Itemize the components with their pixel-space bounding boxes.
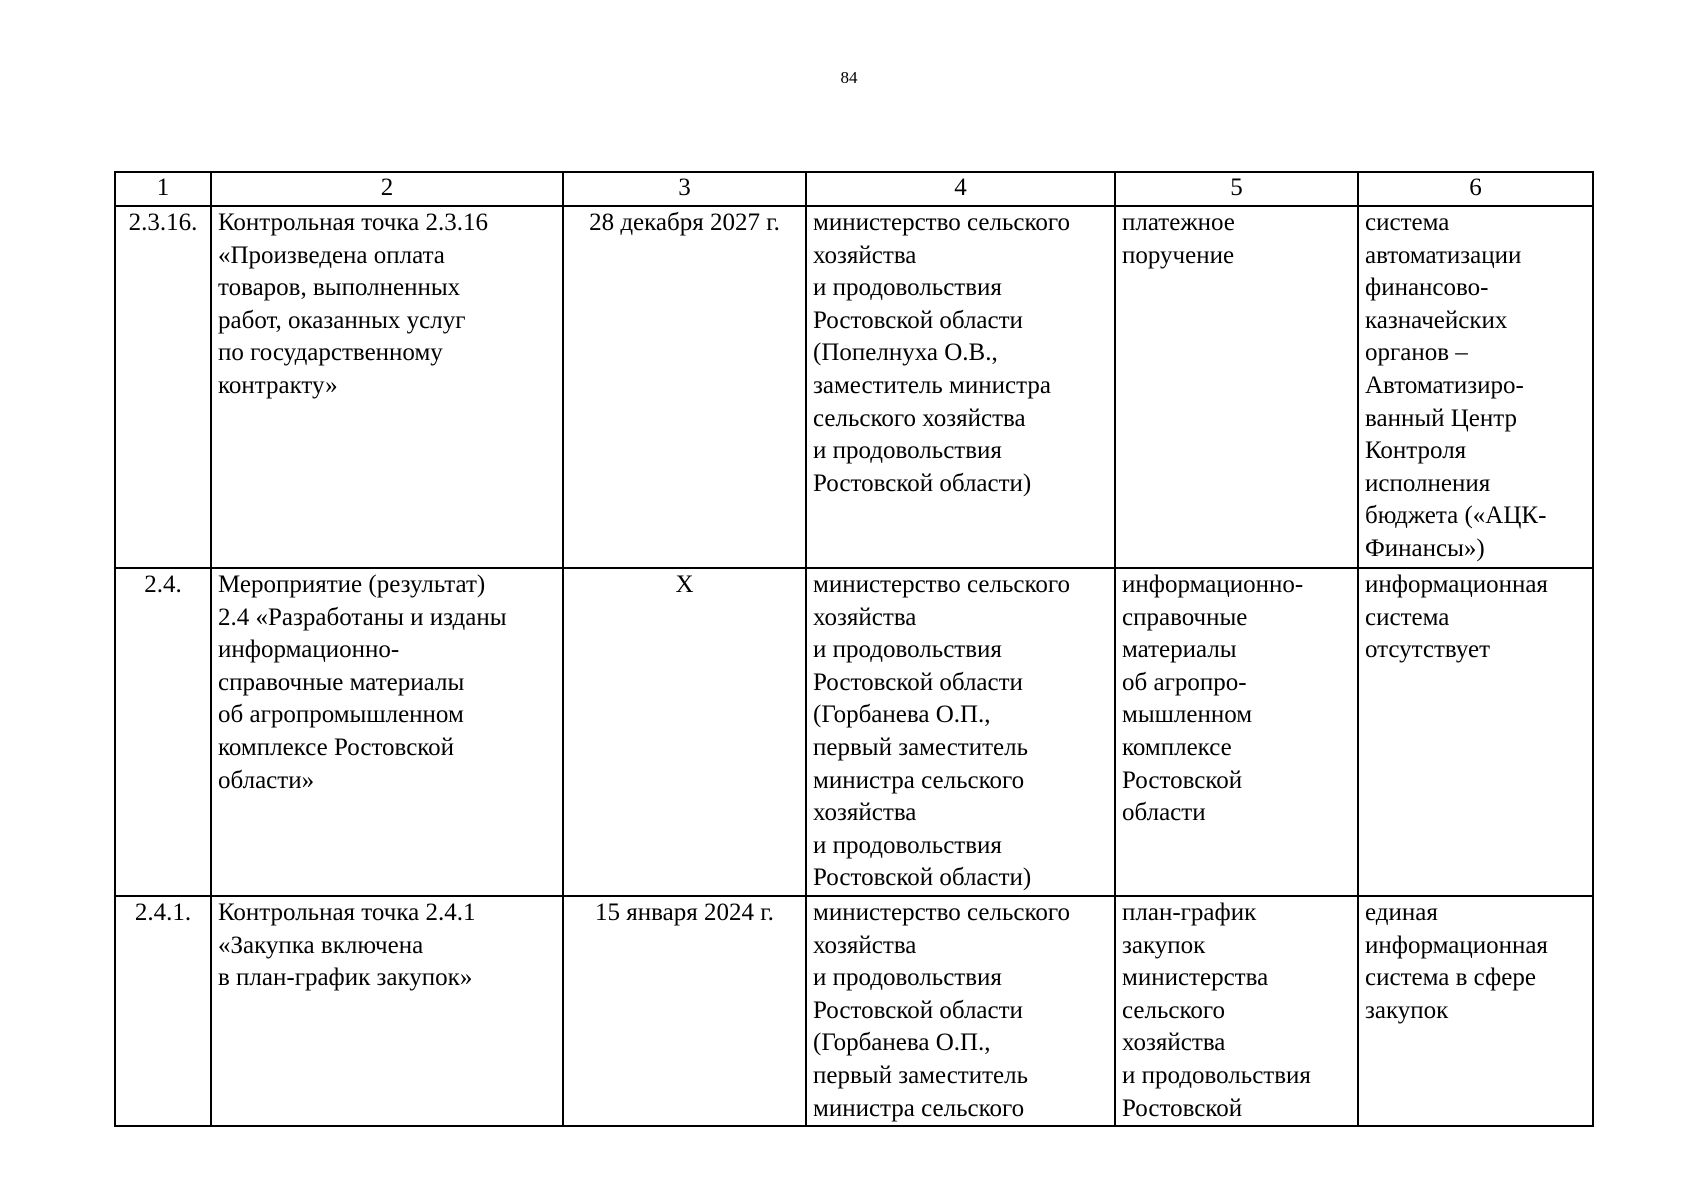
responsible-cell: министерство сельского хозяйства и продовольствия Ростовской области (Попелнуха О.В., заместитель министра сельского хозяйства и продовольствия Ростовской области) bbox=[806, 206, 1115, 568]
row-number-cell: 2.4.1. bbox=[115, 896, 211, 1126]
column-number-4: 4 bbox=[806, 172, 1115, 206]
information-system-cell: информационная система отсутствует bbox=[1358, 568, 1593, 896]
document-cell: план-график закупок министерства сельского хозяйства и продовольствия Ростовской bbox=[1115, 896, 1358, 1126]
table-row bbox=[115, 896, 1593, 1126]
information-system-cell: система автоматизации финансово- казначейских органов – Автоматизиро- ванный Центр Контроля исполнения бюджета («АЦК- Финансы») bbox=[1358, 206, 1593, 568]
table-row bbox=[115, 206, 1593, 568]
measure-name-cell: Контрольная точка 2.4.1 «Закупка включена в план-график закупок» bbox=[211, 896, 563, 1126]
table-row bbox=[115, 568, 1593, 896]
column-number-5: 5 bbox=[1115, 172, 1358, 206]
row-number-cell: 2.4. bbox=[115, 568, 211, 896]
document-cell: платежное поручение bbox=[1115, 206, 1358, 568]
measure-name-cell: Мероприятие (результат) 2.4 «Разработаны и изданы информационно- справочные материалы об агропромышленном комплексе Ростовской области» bbox=[211, 568, 563, 896]
column-number-3: 3 bbox=[563, 172, 806, 206]
page-number: 84 bbox=[840, 68, 858, 87]
row-number-cell: 2.3.16. bbox=[115, 206, 211, 568]
document-cell: информационно- справочные материалы об агропро- мышленном комплексе Ростовской области bbox=[1115, 568, 1358, 896]
deadline-cell: 15 января 2024 г. bbox=[563, 896, 806, 1126]
column-number-2: 2 bbox=[211, 172, 563, 206]
measure-name-cell: Контрольная точка 2.3.16 «Произведена оплата товаров, выполненных работ, оказанных услуг по государственному контракту» bbox=[211, 206, 563, 568]
column-number-1: 1 bbox=[115, 172, 211, 206]
column-number-6: 6 bbox=[1358, 172, 1593, 206]
information-system-cell: единая информационная система в сфере закупок bbox=[1358, 896, 1593, 1126]
responsible-cell: министерство сельского хозяйства и продовольствия Ростовской области (Горбанева О.П., первый заместитель министра сельского bbox=[806, 896, 1115, 1126]
deadline-cell: Х bbox=[563, 568, 806, 896]
deadline-cell: 28 декабря 2027 г. bbox=[563, 206, 806, 568]
measures-table bbox=[114, 171, 1594, 1127]
responsible-cell: министерство сельского хозяйства и продовольствия Ростовской области (Горбанева О.П., первый заместитель министра сельского хозяйства и продовольствия Ростовской области) bbox=[806, 568, 1115, 896]
table-header-row bbox=[115, 172, 1593, 206]
